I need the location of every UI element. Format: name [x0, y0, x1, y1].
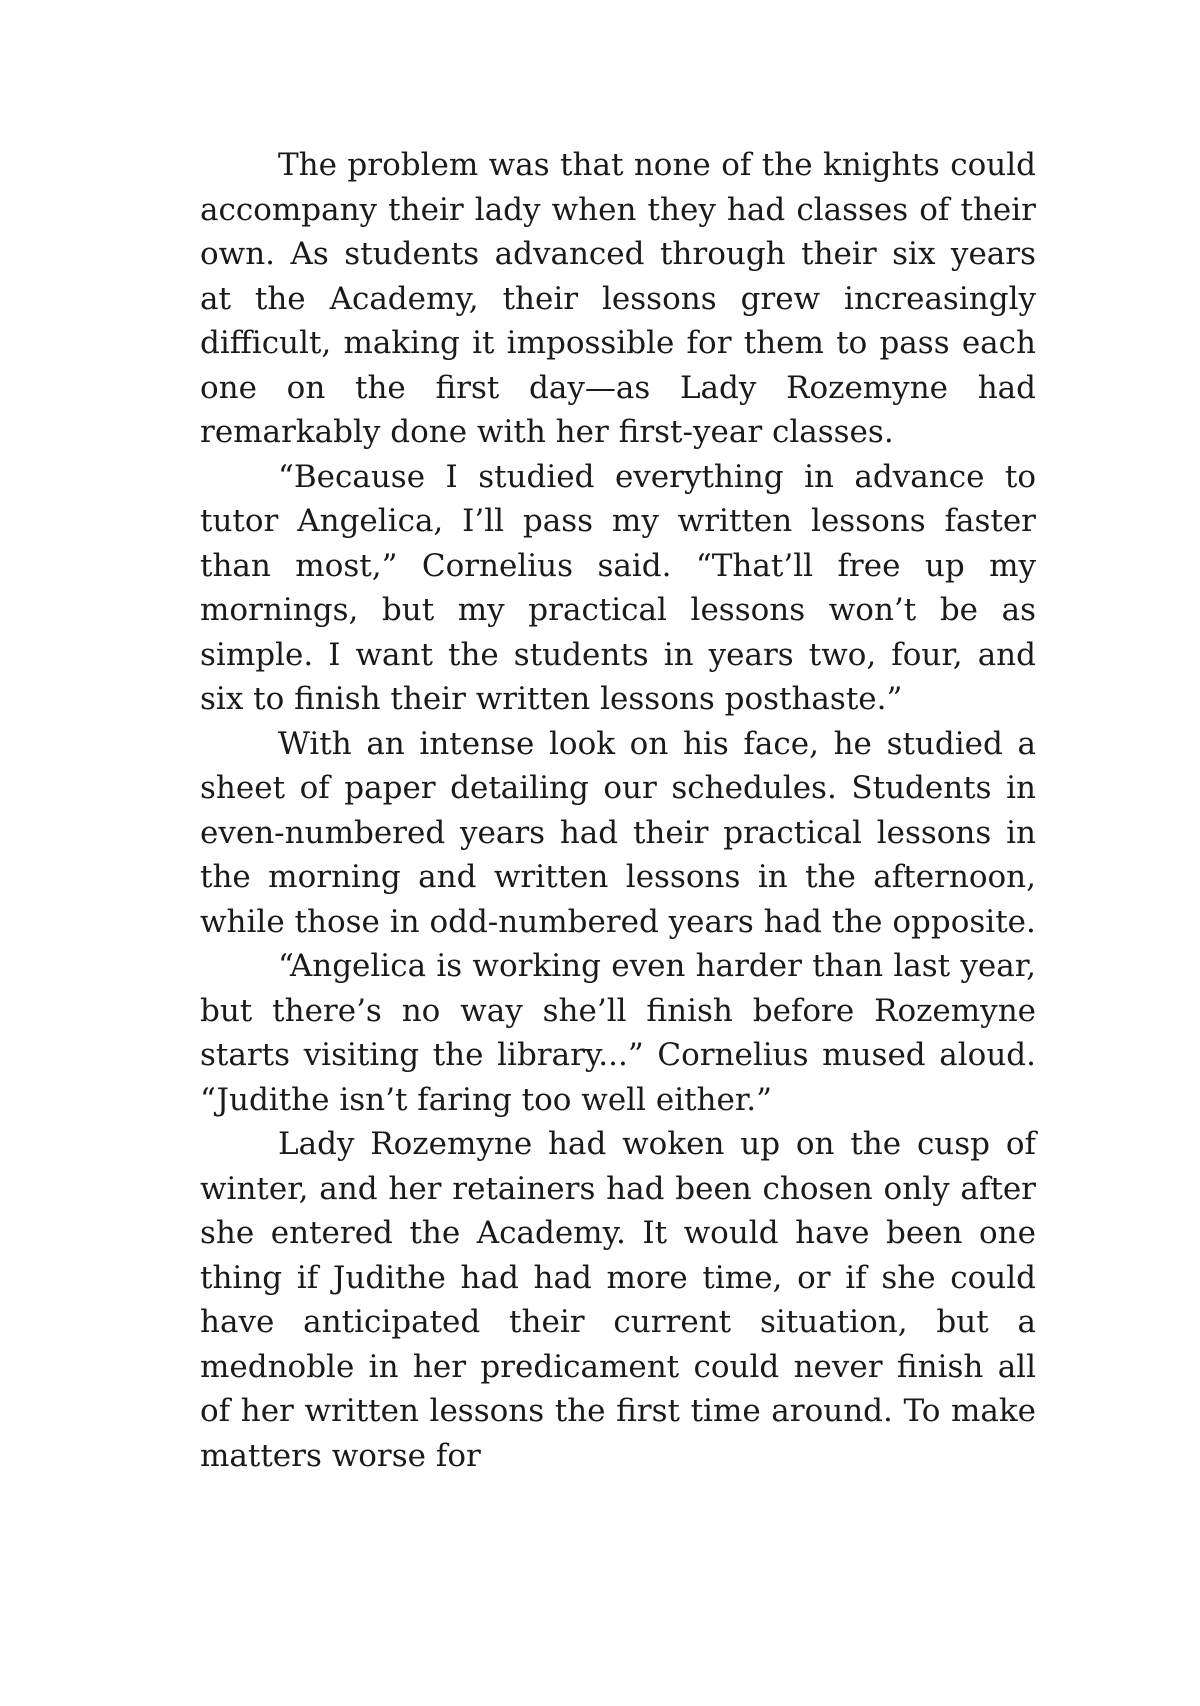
paragraph-3: With an intense look on his face, he studied a sheet of paper detailing our schedules. Students in even-numbered years had their practical lessons in the morning and written lessons in the afternoon, while those in odd-numbered years had the opposite. [200, 725, 1036, 940]
body-text [200, 143, 1036, 1478]
paragraph-5: Lady Rozemyne had woken up on the cusp of winter, and her retainers had been chosen only after she entered the Academy. It would have been one thing if Judithe had had more time, or if she could have anticipated their current situation, but a mednoble in her predicament could never finish all of her written lessons the first time around. To make matters worse for [200, 1126, 1036, 1474]
paragraph-2: “Because I studied everything in advance to tutor Angelica, I’ll pass my written lessons faster than most,” Cornelius said. “That’ll free up my mornings, but my practical lessons won’t be as simple. I want the students in years two, four, and six to finish their written lessons posthaste.” [200, 458, 1036, 717]
paragraph-4: “Angelica is working even harder than last year, but there’s no way she’ll finish before Rozemyne starts visiting the library...” Cornelius mused aloud. “Judithe isn’t faring too well either.” [200, 948, 1036, 1118]
paragraph-1: The problem was that none of the knights could accompany their lady when they had classes of their own. As students advanced through their six years at the Academy, their lessons grew increasingly difficult, making it impossible for them to pass each one on the first day—as Lady Rozemyne had remarkably done with her first-year classes. [200, 147, 1036, 450]
